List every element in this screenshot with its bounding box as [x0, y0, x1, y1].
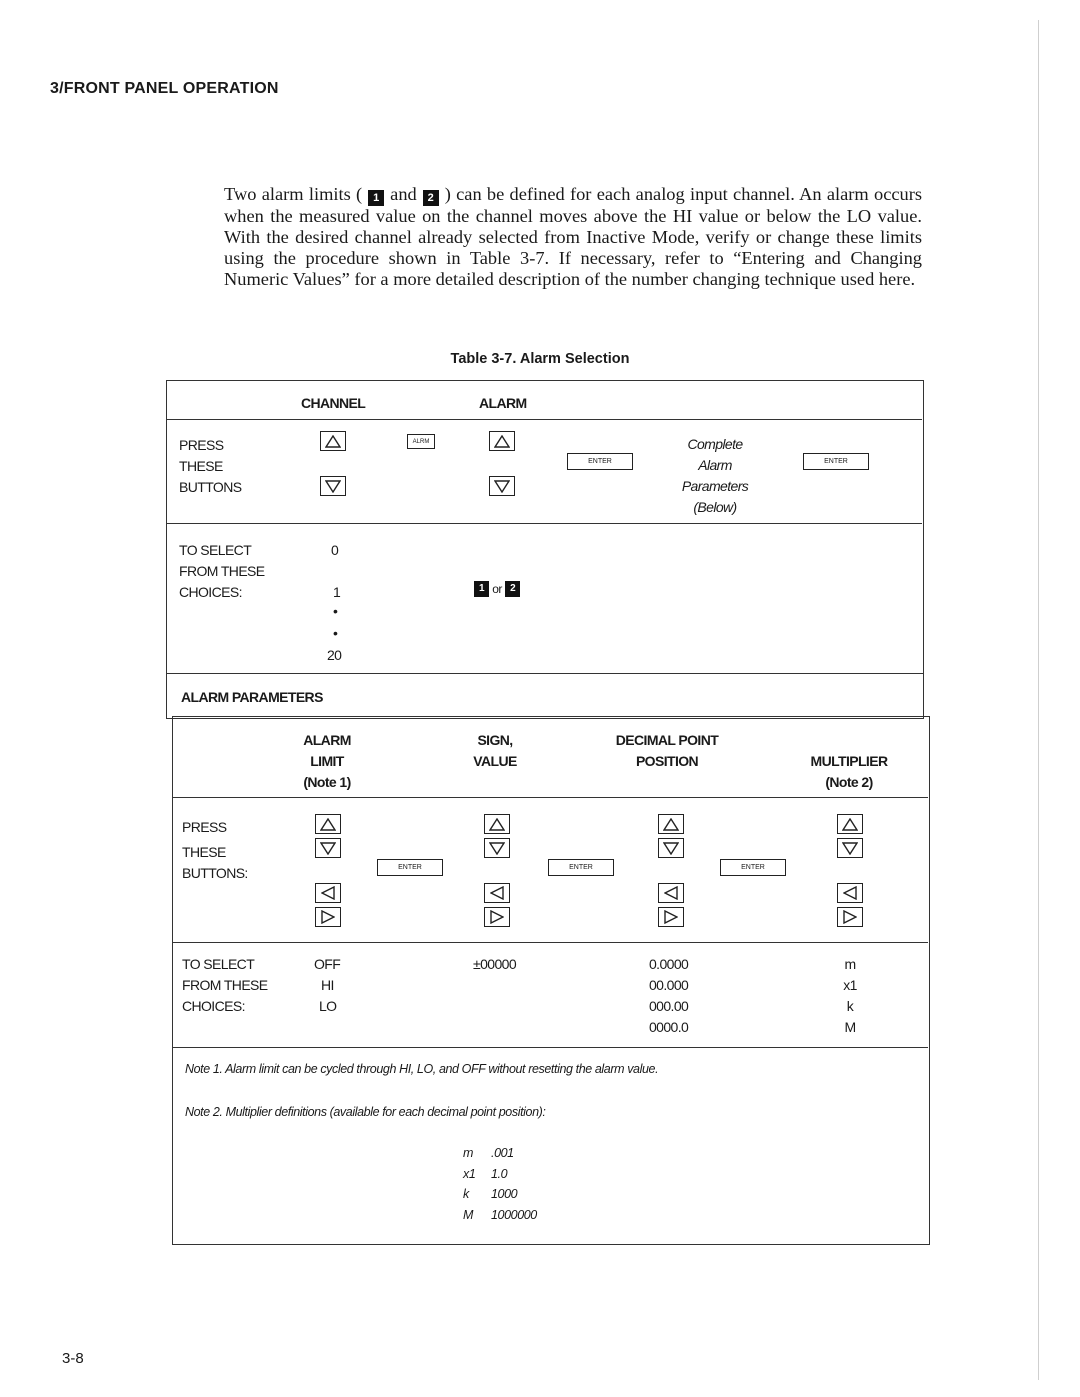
note-1: Note 1. Alarm limit can be cycled through HI, LO, and OFF without resetting the alarm value. — [185, 1062, 659, 1076]
alarm-header: ALARM — [479, 395, 527, 411]
complete-note: Alarm — [698, 457, 732, 473]
multiplier-up-button[interactable] — [837, 814, 863, 834]
decimal-right-button[interactable] — [658, 907, 684, 927]
intro-and: and — [390, 184, 417, 204]
down-arrow-icon — [842, 842, 858, 855]
channel-choice: 1 — [333, 584, 341, 600]
multiplier-right-button[interactable] — [837, 907, 863, 927]
press-label: THESE — [182, 844, 226, 860]
decimal-down-button[interactable] — [658, 838, 684, 858]
definition-row — [463, 1187, 517, 1201]
up-arrow-icon — [494, 435, 510, 448]
divider — [167, 523, 922, 524]
divider — [173, 797, 928, 798]
limit-left-button[interactable] — [315, 883, 341, 903]
multiplier-left-button[interactable] — [837, 883, 863, 903]
enter-button[interactable]: ENTER — [377, 859, 443, 876]
multiplier-choice: M — [844, 1019, 856, 1035]
press-label: THESE — [179, 458, 223, 474]
definition-value: .001 — [491, 1146, 514, 1160]
up-arrow-icon — [663, 818, 679, 831]
definition-row — [463, 1208, 537, 1222]
channel-choice-ellipsis: • — [333, 625, 338, 641]
down-arrow-icon — [320, 842, 336, 855]
limit-down-button[interactable] — [315, 838, 341, 858]
limit-choice: LO — [319, 998, 337, 1014]
definition-value: 1.0 — [491, 1167, 508, 1181]
definition-value: 1000000 — [491, 1208, 537, 1222]
enter-button[interactable]: ENTER — [567, 453, 633, 470]
decimal-left-button[interactable] — [658, 883, 684, 903]
divider — [173, 942, 928, 943]
limit-header: ALARM — [303, 732, 351, 748]
select-label: FROM THESE — [182, 977, 268, 993]
intro-text-start: Two alarm limits ( — [224, 184, 363, 204]
value-right-button[interactable] — [484, 907, 510, 927]
down-arrow-icon — [325, 480, 341, 493]
limit-choice: HI — [321, 977, 334, 993]
or-text: or — [492, 582, 502, 596]
select-label: TO SELECT — [182, 956, 255, 972]
limit-up-button[interactable] — [315, 814, 341, 834]
multiplier-down-button[interactable] — [837, 838, 863, 858]
left-arrow-icon — [664, 886, 678, 900]
down-arrow-icon — [494, 480, 510, 493]
alarm-key-2-icon: 2 — [505, 581, 520, 597]
definition-row — [463, 1146, 514, 1160]
enter-button[interactable]: ENTER — [720, 859, 786, 876]
page-number: 3-8 — [62, 1350, 84, 1367]
select-label: TO SELECT — [179, 542, 252, 558]
channel-up-button[interactable] — [320, 431, 346, 451]
sign-header: VALUE — [473, 753, 517, 769]
down-arrow-icon — [489, 842, 505, 855]
enter-button[interactable]: ENTER — [803, 453, 869, 470]
press-label: PRESS — [179, 437, 224, 453]
press-label: BUTTONS: — [182, 865, 248, 881]
table-caption: Table 3-7. Alarm Selection — [450, 351, 630, 367]
multiplier-header: MULTIPLIER — [810, 753, 888, 769]
channel-header: CHANNEL — [301, 395, 366, 411]
limit-choice: OFF — [314, 956, 341, 972]
right-arrow-icon — [843, 910, 857, 924]
definition-symbol: x1 — [463, 1167, 476, 1181]
limit-right-button[interactable] — [315, 907, 341, 927]
left-arrow-icon — [843, 886, 857, 900]
multiplier-choice: x1 — [843, 977, 857, 993]
definition-symbol: m — [463, 1146, 474, 1160]
alarm-down-button[interactable] — [489, 476, 515, 496]
channel-choice: 0 — [331, 542, 339, 558]
multiplier-header: (Note 2) — [825, 774, 873, 790]
divider — [173, 1047, 928, 1048]
note-2: Note 2. Multiplier definitions (available for each decimal point position): — [185, 1105, 546, 1119]
divider — [167, 419, 922, 420]
alarm-key-2-icon: 2 — [423, 190, 439, 206]
page-margin-line — [1038, 20, 1039, 1380]
limit-header: (Note 1) — [303, 774, 351, 790]
decimal-choice: 0.0000 — [649, 956, 689, 972]
select-label: CHOICES: — [179, 584, 242, 600]
definition-value: 1000 — [491, 1187, 518, 1201]
select-label: CHOICES: — [182, 998, 245, 1014]
complete-note: Complete — [687, 436, 743, 452]
intro-text-end: ) can be defined for each analog input channel. An alarm occurs when the measured value on the channel moves above the HI value or below the LO value. With the desired channel already selected from Inactive Mode, verify or change these limits using the procedure shown in Table 3-7. If necessary, refer to “Entering and Changing Numeric Values” for a more detailed description of the number changing technique used here. — [224, 184, 922, 289]
channel-choice-ellipsis: • — [333, 603, 338, 619]
up-arrow-icon — [842, 818, 858, 831]
right-arrow-icon — [321, 910, 335, 924]
up-arrow-icon — [489, 818, 505, 831]
right-arrow-icon — [664, 910, 678, 924]
intro-paragraph — [224, 184, 922, 290]
decimal-choice: 0000.0 — [649, 1019, 689, 1035]
select-label: FROM THESE — [179, 563, 265, 579]
definition-symbol: M — [463, 1208, 474, 1222]
alarm-key-1-icon: 1 — [474, 581, 489, 597]
enter-button[interactable]: ENTER — [548, 859, 614, 876]
multiplier-choice: m — [844, 956, 856, 972]
alarm-button[interactable]: ALRM — [407, 434, 435, 449]
definition-row — [463, 1167, 507, 1181]
limit-header: LIMIT — [310, 753, 344, 769]
up-arrow-icon — [320, 818, 336, 831]
complete-note: Parameters — [681, 478, 749, 494]
section-header: 3/FRONT PANEL OPERATION — [50, 80, 279, 97]
alarm-parameters-title: ALARM PARAMETERS — [181, 689, 323, 705]
decimal-choice: 00.000 — [649, 977, 689, 993]
decimal-header: DECIMAL POINT — [615, 732, 719, 748]
multiplier-choice: k — [846, 998, 854, 1014]
decimal-choice: 000.00 — [649, 998, 689, 1014]
alarm-key-1-icon: 1 — [368, 190, 384, 206]
right-arrow-icon — [490, 910, 504, 924]
press-label: PRESS — [182, 819, 227, 835]
value-down-button[interactable] — [484, 838, 510, 858]
channel-down-button[interactable] — [320, 476, 346, 496]
alarm-parameters-bar — [166, 673, 924, 719]
alarm-parameters-table — [172, 716, 930, 1245]
value-left-button[interactable] — [484, 883, 510, 903]
left-arrow-icon — [490, 886, 504, 900]
down-arrow-icon — [663, 842, 679, 855]
up-arrow-icon — [325, 435, 341, 448]
alarm-choice — [474, 580, 520, 597]
left-arrow-icon — [321, 886, 335, 900]
sign-header: SIGN, — [477, 732, 513, 748]
definition-symbol: k — [463, 1187, 469, 1201]
value-up-button[interactable] — [484, 814, 510, 834]
press-label: BUTTONS — [179, 479, 242, 495]
sign-choice: ±00000 — [473, 956, 517, 972]
complete-note: (Below) — [693, 499, 737, 515]
alarm-up-button[interactable] — [489, 431, 515, 451]
channel-alarm-table — [166, 380, 924, 674]
decimal-up-button[interactable] — [658, 814, 684, 834]
decimal-header: POSITION — [635, 753, 699, 769]
channel-choice: 20 — [327, 647, 342, 663]
